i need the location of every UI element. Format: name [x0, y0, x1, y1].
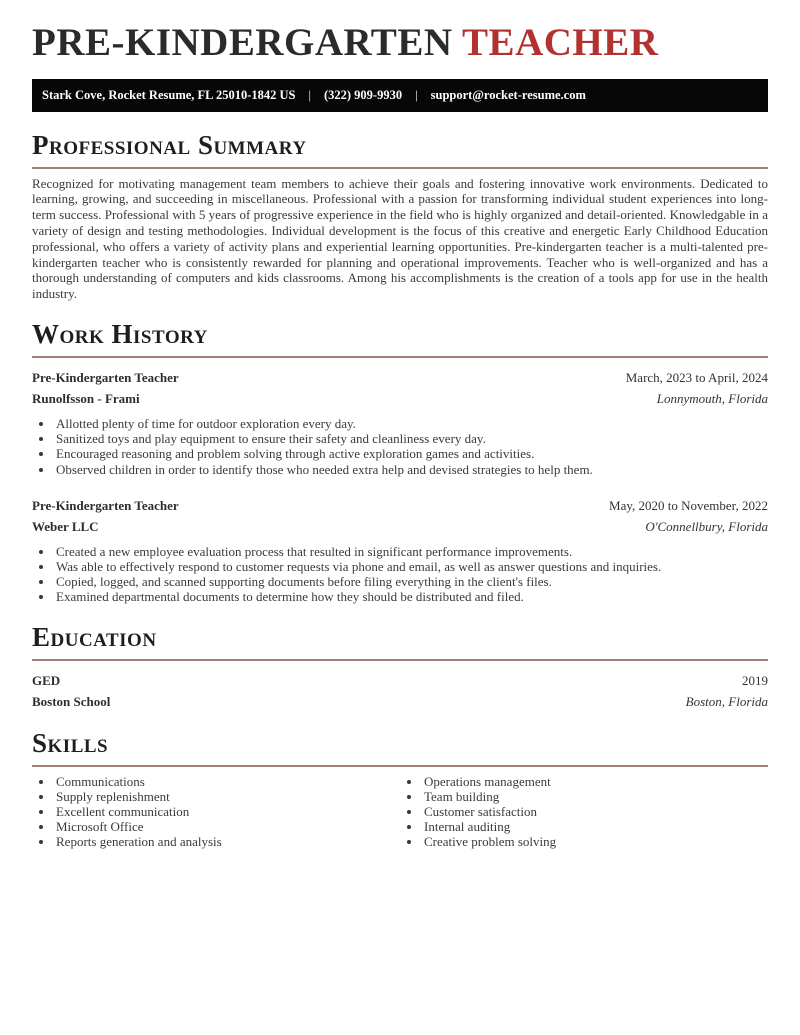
job-subheader-row — [32, 390, 768, 408]
page-title-accent: TEACHER — [462, 21, 659, 64]
job-bullet: • Examined departmental documents to determine how they should be distributed and filed. — [54, 589, 768, 604]
skill-item: • Communications — [54, 774, 400, 789]
job-location: Lonnymouth, Florida — [656, 391, 768, 407]
skill-item: • Creative problem solving — [422, 834, 768, 849]
education-degree: GED — [32, 672, 61, 688]
section-work-history — [32, 321, 768, 605]
job-bullet: • Encouraged reasoning and problem solving through active exploration games and activities. — [54, 446, 768, 461]
job-bullet-list — [32, 544, 768, 605]
section-rule — [32, 167, 768, 169]
education-subheader-row — [32, 693, 768, 711]
job-title: Pre-Kindergarten Teacher — [32, 370, 179, 386]
education-school: Boston School — [32, 693, 111, 709]
page-title — [32, 21, 768, 65]
page-title-dark: PRE-KINDERGARTEN — [32, 21, 453, 64]
job-dates: March, 2023 to April, 2024 — [625, 370, 768, 386]
skill-item: • Internal auditing — [422, 819, 768, 834]
skill-item: • Customer satisfaction — [422, 804, 768, 819]
job-header-row — [32, 497, 768, 515]
skill-item: • Team building — [422, 789, 768, 804]
education-header-row — [32, 672, 768, 690]
job-subheader-row — [32, 518, 768, 536]
job-company: Runolfsson - Frami — [32, 391, 140, 407]
section-heading-education: Education — [32, 621, 157, 652]
contact-bar — [32, 79, 768, 112]
contact-email: support@rocket-resume.com — [430, 87, 586, 102]
section-heading-professional-summary: Professional Summary — [32, 129, 307, 160]
skills-column-right — [400, 774, 768, 850]
section-rule — [32, 765, 768, 767]
job-header-row — [32, 369, 768, 387]
skill-item: • Microsoft Office — [54, 819, 400, 834]
job-title: Pre-Kindergarten Teacher — [32, 497, 179, 513]
section-heading-work-history: Work History — [32, 319, 208, 350]
job-entry — [32, 497, 768, 605]
skill-item: • Excellent communication — [54, 804, 400, 819]
job-location: O'Connellbury, Florida — [645, 518, 768, 534]
job-dates: May, 2020 to November, 2022 — [609, 497, 768, 513]
section-skills — [32, 727, 768, 850]
job-company: Weber LLC — [32, 518, 99, 534]
education-year: 2019 — [742, 672, 768, 688]
pipe-separator: | — [308, 87, 311, 102]
summary-text: Recognized for motivating management team members to achieve their goals and fostering innovative work environments. Dedicated to learning, growing, and succeeding in miscellaneous. Professional with a passion for transforming individual student experiences into long-term success. Professional with 5 years of progressive experience in the field who is highly organized and detail-oriented. Knowledgable in a variety of design and testing methodologies. Individual development is the focus of this creative and energetic Early Childhood Education professional, who offers a variety of activity plans and experiential learning opportunities. Pre-kindergarten teacher is a multi-talented pre-kindergarten teacher who is consistently rewarded for planning and operational improvements. Teacher who is well-organized and has a thorough understanding of computers and kids classrooms. Among his accomplishments is the creation of a tools app for use in the health industry. — [32, 175, 768, 302]
section-professional-summary — [32, 129, 768, 302]
contact-address: Stark Cove, Rocket Resume, FL 25010-1842 US — [42, 87, 296, 102]
job-bullet: • Created a new employee evaluation process that resulted in significant performance improvements. — [54, 544, 768, 559]
job-bullet: • Allotted plenty of time for outdoor exploration every day. — [54, 416, 768, 431]
skills-columns — [32, 774, 768, 850]
education-entry — [32, 672, 768, 711]
section-education — [32, 621, 768, 711]
section-heading-skills: Skills — [32, 727, 109, 758]
pipe-separator: | — [415, 87, 418, 102]
job-bullet: • Observed children in order to identify those who needed extra help and devised strategies to help them. — [54, 462, 768, 477]
contact-phone: (322) 909-9930 — [323, 87, 403, 102]
skill-item: • Reports generation and analysis — [54, 834, 400, 849]
skill-item: • Supply replenishment — [54, 789, 400, 804]
section-rule — [32, 356, 768, 358]
job-bullet: • Was able to effectively respond to customer requests via phone and email, as well as answer questions and inquiries. — [54, 559, 768, 574]
section-rule — [32, 659, 768, 661]
job-entry — [32, 369, 768, 477]
skill-item: • Operations management — [422, 774, 768, 789]
job-bullet-list — [32, 416, 768, 477]
job-bullet: • Copied, logged, and scanned supporting documents before filing everything in the client's files. — [54, 574, 768, 589]
skills-column-left — [32, 774, 400, 850]
job-bullet: • Sanitized toys and play equipment to ensure their safety and cleanliness every day. — [54, 431, 768, 446]
education-location: Boston, Florida — [685, 693, 768, 709]
